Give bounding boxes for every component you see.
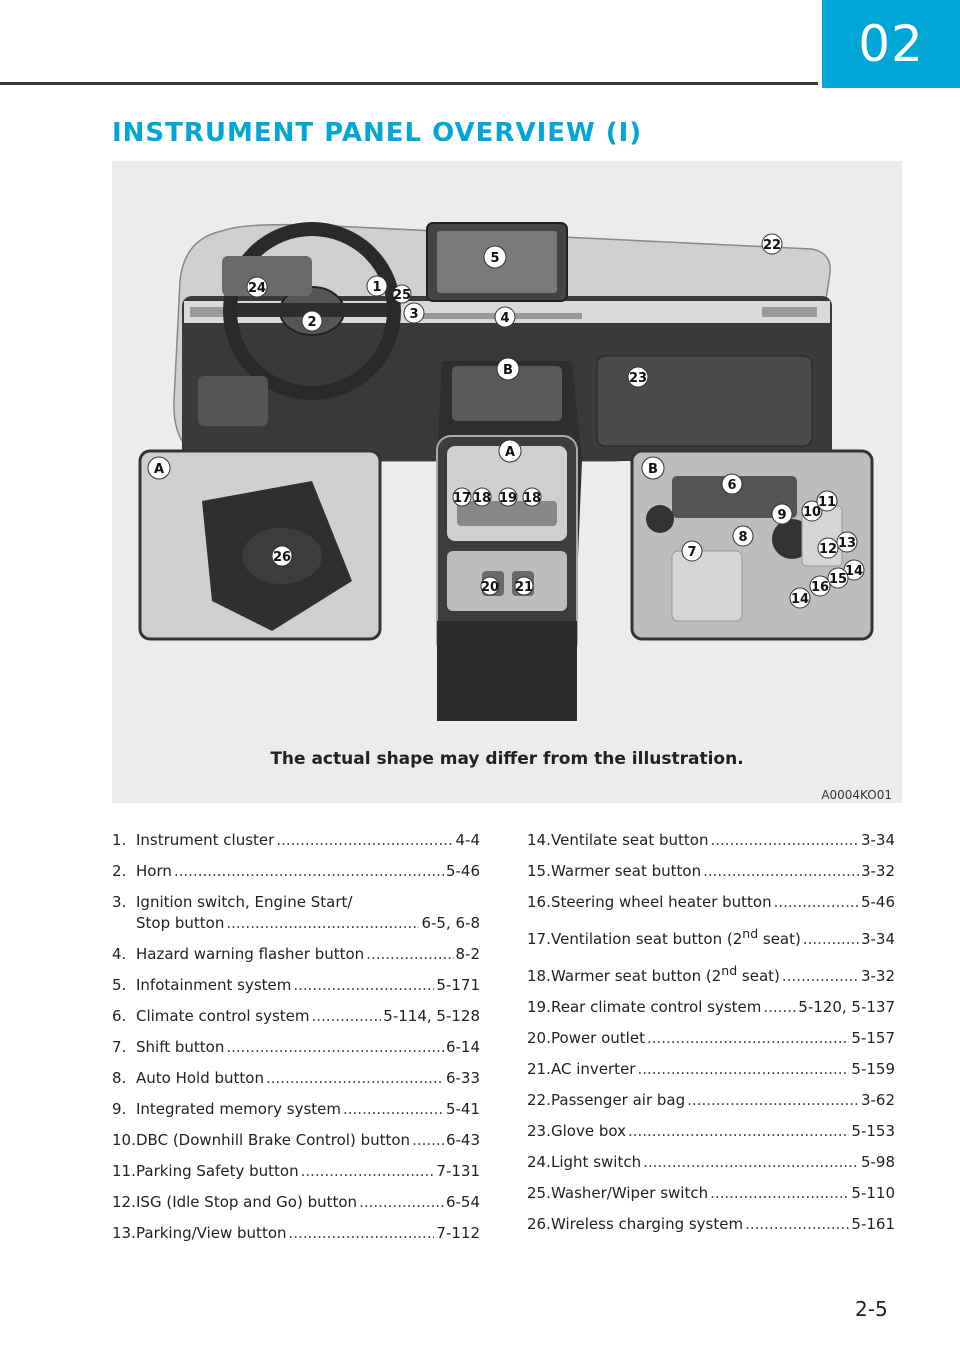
index-item xyxy=(527,1152,895,1173)
section-title: INSTRUMENT PANEL OVERVIEW (I) xyxy=(112,118,643,148)
index-page: 6-14 xyxy=(445,1038,480,1056)
index-page: 4-4 xyxy=(455,831,480,849)
callout-9: 9 xyxy=(777,508,787,523)
index-page: 6-43 xyxy=(445,1131,480,1149)
index-number: 17. xyxy=(527,930,551,948)
index-page: 6-5, 6-8 xyxy=(421,914,480,932)
index-label: Parking/View button xyxy=(136,1224,287,1242)
index-label: Instrument cluster xyxy=(136,831,275,849)
instrument-panel-illustration xyxy=(112,161,902,803)
leader-dots xyxy=(782,966,859,987)
callout-13: 13 xyxy=(837,536,857,551)
index-item xyxy=(527,830,895,851)
index-item xyxy=(112,1161,480,1182)
callout-3: 3 xyxy=(409,307,419,322)
index-item xyxy=(527,1059,895,1080)
index-number: 9. xyxy=(112,1100,127,1118)
index-page: 5-114, 5-128 xyxy=(383,1007,480,1025)
index-label: Parking Safety button xyxy=(136,1162,299,1180)
index-page: 5-157 xyxy=(851,1029,895,1047)
callout-6: 6 xyxy=(727,478,737,493)
callout-7: 7 xyxy=(687,545,697,560)
leader-dots xyxy=(226,913,419,934)
figure-code: A0004KO01 xyxy=(821,788,892,802)
callout-21: 21 xyxy=(514,580,534,595)
index-number: 1. xyxy=(112,831,127,849)
callout-24: 24 xyxy=(247,281,267,296)
index-label: DBC (Downhill Brake Control) button xyxy=(136,1131,411,1149)
index-number: 16. xyxy=(527,893,551,911)
leader-dots xyxy=(174,861,444,882)
index-label: Ventilate seat button xyxy=(551,831,709,849)
index-page: 5-46 xyxy=(860,893,895,911)
index-number: 25. xyxy=(527,1184,551,1202)
index-number: 19. xyxy=(527,998,551,1016)
page-number: 2-5 xyxy=(855,1297,888,1321)
index-number: 8. xyxy=(112,1069,127,1087)
leader-dots xyxy=(710,830,858,851)
index-number: 13. xyxy=(112,1224,136,1242)
callout-a: A xyxy=(504,445,516,460)
index-number: 24. xyxy=(527,1153,551,1171)
leader-dots xyxy=(412,1130,444,1151)
leader-dots xyxy=(311,1006,381,1027)
index-item xyxy=(527,861,895,882)
index-item xyxy=(112,861,480,882)
index-label: Shift button xyxy=(136,1038,225,1056)
index-label: Rear climate control system xyxy=(551,998,762,1016)
index-page: 7-112 xyxy=(436,1224,480,1242)
index-page: 5-171 xyxy=(436,976,480,994)
index-item xyxy=(527,1214,895,1235)
index-item xyxy=(527,892,895,913)
leader-dots xyxy=(687,1090,859,1111)
index-label: Wireless charging system xyxy=(551,1215,744,1233)
index-label: Climate control system xyxy=(136,1007,310,1025)
index-item xyxy=(112,1130,480,1151)
index-number: 6. xyxy=(112,1007,127,1025)
index-label: Steering wheel heater button xyxy=(551,893,772,911)
callout-12: 12 xyxy=(818,542,838,557)
index-number: 5. xyxy=(112,976,127,994)
index-item xyxy=(112,975,480,996)
index-label: AC inverter xyxy=(551,1060,636,1078)
leader-dots xyxy=(803,929,859,950)
index-number: 21. xyxy=(527,1060,551,1078)
index-number: 15. xyxy=(527,862,551,880)
index-page: 8-2 xyxy=(455,945,480,963)
index-item xyxy=(527,1121,895,1142)
index-label: Washer/Wiper switch xyxy=(551,1184,709,1202)
leader-dots xyxy=(637,1059,849,1080)
index-label: Warmer seat button xyxy=(551,862,702,880)
leader-dots xyxy=(293,975,434,996)
index-item xyxy=(112,1068,480,1089)
index-number: 10. xyxy=(112,1131,136,1149)
ordinal-suffix: nd xyxy=(742,926,759,941)
leader-dots xyxy=(359,1192,444,1213)
callout-18: 18 xyxy=(472,491,492,506)
index-number: 12. xyxy=(112,1193,136,1211)
callout-1: 1 xyxy=(372,280,382,295)
leader-dots xyxy=(301,1161,435,1182)
index-label-text-after: seat) xyxy=(737,967,780,985)
callout-25: 25 xyxy=(392,288,412,303)
index-label: Integrated memory system xyxy=(136,1100,341,1118)
index-item xyxy=(527,997,895,1018)
index-number: 18. xyxy=(527,967,551,985)
index-number: 2. xyxy=(112,862,127,880)
index-label-text: Ventilation seat button (2 xyxy=(551,930,743,948)
inset-b-label: B xyxy=(648,462,658,477)
index-page: 5-161 xyxy=(851,1215,895,1233)
index-page: 3-34 xyxy=(860,930,895,948)
header-rule xyxy=(0,82,818,85)
leader-dots xyxy=(763,997,796,1018)
index-list-right xyxy=(527,830,895,1245)
index-number: 22. xyxy=(527,1091,551,1109)
callout-15: 15 xyxy=(828,572,848,587)
index-label: Power outlet xyxy=(551,1029,645,1047)
index-item xyxy=(527,1028,895,1049)
index-label-text: Warmer seat button (2 xyxy=(551,967,722,985)
callout-2: 2 xyxy=(307,315,317,330)
leader-dots xyxy=(745,1214,849,1235)
index-page: 3-62 xyxy=(860,1091,895,1109)
index-item xyxy=(112,892,480,934)
ordinal-suffix: nd xyxy=(721,963,738,978)
index-number: 14. xyxy=(527,831,551,849)
callout-26: 26 xyxy=(272,550,292,565)
leader-dots xyxy=(774,892,859,913)
callout-5: 5 xyxy=(490,251,500,266)
index-number: 3. xyxy=(112,893,127,911)
index-label xyxy=(551,923,801,950)
index-page: 5-153 xyxy=(851,1122,895,1140)
index-label: Infotainment system xyxy=(136,976,292,994)
callout-8: 8 xyxy=(738,530,748,545)
index-page: 3-32 xyxy=(860,862,895,880)
leader-dots xyxy=(343,1099,444,1120)
index-label xyxy=(551,960,780,987)
index-page: 5-98 xyxy=(860,1153,895,1171)
callout-16: 16 xyxy=(810,580,830,595)
leader-dots xyxy=(226,1037,444,1058)
index-item xyxy=(112,1099,480,1120)
leader-dots xyxy=(628,1121,849,1142)
callout-b: B xyxy=(503,363,513,378)
index-label: Hazard warning flasher button xyxy=(136,945,365,963)
callout-11: 11 xyxy=(817,495,837,510)
leader-dots xyxy=(266,1068,444,1089)
index-page: 6-33 xyxy=(445,1069,480,1087)
index-item xyxy=(112,1037,480,1058)
index-item xyxy=(112,1006,480,1027)
index-item xyxy=(527,960,895,987)
index-page: 3-34 xyxy=(860,831,895,849)
callout-17: 17 xyxy=(452,491,472,506)
callout-22: 22 xyxy=(762,238,782,253)
instrument-panel-figure xyxy=(112,161,902,803)
index-page: 5-110 xyxy=(851,1184,895,1202)
index-item xyxy=(112,1223,480,1244)
index-page: 5-120, 5-137 xyxy=(798,998,895,1016)
chapter-tab: 02 xyxy=(822,0,960,88)
leader-dots xyxy=(647,1028,849,1049)
index-number: 4. xyxy=(112,945,127,963)
callout-4: 4 xyxy=(500,311,510,326)
callout-23: 23 xyxy=(628,371,648,386)
index-page: 7-131 xyxy=(436,1162,480,1180)
index-label-continued: Stop button xyxy=(136,914,225,932)
leader-dots xyxy=(710,1183,849,1204)
index-number: 26. xyxy=(527,1215,551,1233)
index-label: Ignition switch, Engine Start/ xyxy=(136,893,353,911)
leader-dots xyxy=(289,1223,435,1244)
index-label: ISG (Idle Stop and Go) button xyxy=(136,1193,358,1211)
index-page: 5-46 xyxy=(445,862,480,880)
index-label-text-after: seat) xyxy=(758,930,801,948)
index-label: Auto Hold button xyxy=(136,1069,264,1087)
callout-10: 10 xyxy=(802,505,822,520)
index-item xyxy=(112,830,480,851)
callout-18b: 18 xyxy=(522,491,542,506)
index-item xyxy=(527,1090,895,1111)
index-label: Glove box xyxy=(551,1122,626,1140)
index-item xyxy=(527,923,895,950)
callout-20: 20 xyxy=(480,580,500,595)
leader-dots xyxy=(366,944,453,965)
index-page: 5-159 xyxy=(851,1060,895,1078)
inset-a-label: A xyxy=(153,462,165,477)
index-page: 6-54 xyxy=(445,1193,480,1211)
callout-19: 19 xyxy=(498,491,518,506)
leader-dots xyxy=(643,1152,859,1173)
index-item xyxy=(112,944,480,965)
index-label: Horn xyxy=(136,862,172,880)
index-label: Passenger air bag xyxy=(551,1091,686,1109)
callout-14: 14 xyxy=(844,564,864,579)
leader-dots xyxy=(276,830,453,851)
index-item xyxy=(527,1183,895,1204)
index-number: 11. xyxy=(112,1162,136,1180)
index-list-left xyxy=(112,830,480,1254)
index-number: 23. xyxy=(527,1122,551,1140)
index-item xyxy=(112,1192,480,1213)
callout-14b: 14 xyxy=(790,592,810,607)
figure-caption: The actual shape may differ from the illustration. xyxy=(270,749,744,769)
index-number: 7. xyxy=(112,1038,127,1056)
index-page: 3-32 xyxy=(860,967,895,985)
index-label: Light switch xyxy=(551,1153,642,1171)
leader-dots xyxy=(703,861,859,882)
index-page: 5-41 xyxy=(445,1100,480,1118)
index-number: 20. xyxy=(527,1029,551,1047)
